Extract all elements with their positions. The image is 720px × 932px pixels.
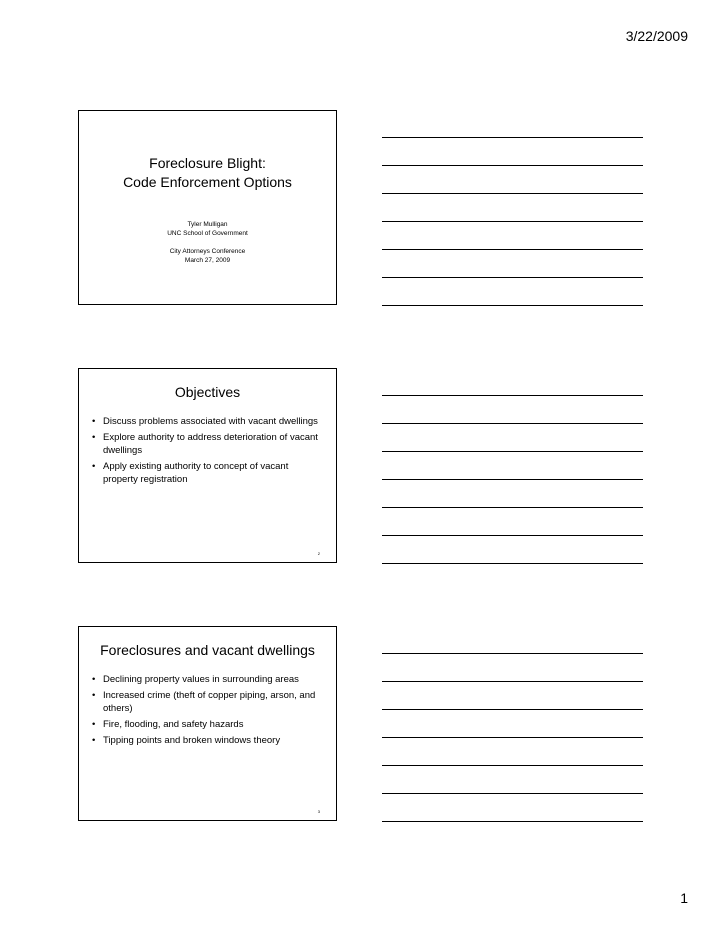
- note-line: [382, 508, 643, 536]
- list-item: [92, 415, 322, 428]
- note-line: [382, 110, 643, 138]
- list-item: [92, 734, 322, 747]
- note-line: [382, 626, 643, 654]
- presenter-affiliation: UNC School of Government: [167, 230, 248, 237]
- note-line: [382, 138, 643, 166]
- bullet-icon: •: [92, 690, 96, 701]
- list-item: [92, 431, 322, 457]
- bullet-icon: •: [92, 461, 96, 472]
- slide-3: [78, 626, 337, 821]
- slide-1-title-line-2: Code Enforcement Options: [123, 174, 292, 190]
- header-date: 3/22/2009: [625, 28, 688, 44]
- slide-2-bullet-list: [79, 415, 336, 486]
- bullet-text: Discuss problems associated with vacant dwellings: [103, 416, 318, 427]
- note-line: [382, 424, 643, 452]
- list-item: [92, 673, 322, 686]
- slide-1-meta: [79, 220, 336, 265]
- notes-lines-2: [382, 368, 643, 564]
- list-item: [92, 460, 322, 486]
- slide-number: 3: [317, 809, 320, 814]
- note-line: [382, 166, 643, 194]
- note-line: [382, 480, 643, 508]
- note-line: [382, 738, 643, 766]
- slide-3-bullet-list: [79, 673, 336, 747]
- slide-1-title-line-1: Foreclosure Blight:: [149, 155, 266, 171]
- notes-lines-3: [382, 626, 643, 822]
- note-line: [382, 536, 643, 564]
- notes-lines-1: [382, 110, 643, 306]
- slide-1: [78, 110, 337, 305]
- slide-2-title: Objectives: [174, 384, 241, 400]
- event-name: City Attorneys Conference: [169, 248, 246, 255]
- slide-number: 2: [317, 551, 320, 556]
- bullet-text: Increased crime (theft of copper piping, arson, and others): [103, 690, 316, 714]
- note-line: [382, 710, 643, 738]
- bullet-text: Apply existing authority to concept of vacant property registration: [103, 461, 289, 485]
- list-item: [92, 689, 322, 715]
- page-number: 1: [680, 890, 688, 906]
- note-line: [382, 396, 643, 424]
- slide-1-title: [79, 154, 336, 192]
- note-line: [382, 194, 643, 222]
- note-line: [382, 250, 643, 278]
- note-line: [382, 766, 643, 794]
- note-line: [382, 222, 643, 250]
- bullet-icon: •: [92, 674, 96, 685]
- note-line: [382, 368, 643, 396]
- slide-3-title: Foreclosures and vacant dwellings: [100, 642, 315, 658]
- list-item: [92, 718, 322, 731]
- bullet-text: Fire, flooding, and safety hazards: [103, 719, 244, 730]
- bullet-text: Declining property values in surrounding areas: [103, 674, 299, 685]
- event-date: March 27, 2009: [184, 257, 231, 264]
- note-line: [382, 278, 643, 306]
- presenter-name: Tyler Mulligan: [187, 221, 228, 228]
- slide-2: [78, 368, 337, 563]
- bullet-icon: •: [92, 735, 96, 746]
- note-line: [382, 682, 643, 710]
- bullet-icon: •: [92, 416, 96, 427]
- bullet-icon: •: [92, 719, 96, 730]
- bullet-text: Tipping points and broken windows theory: [103, 735, 281, 746]
- note-line: [382, 654, 643, 682]
- note-line: [382, 452, 643, 480]
- note-line: [382, 794, 643, 822]
- bullet-text: Explore authority to address deterioration of vacant dwellings: [103, 432, 318, 456]
- bullet-icon: •: [92, 432, 96, 443]
